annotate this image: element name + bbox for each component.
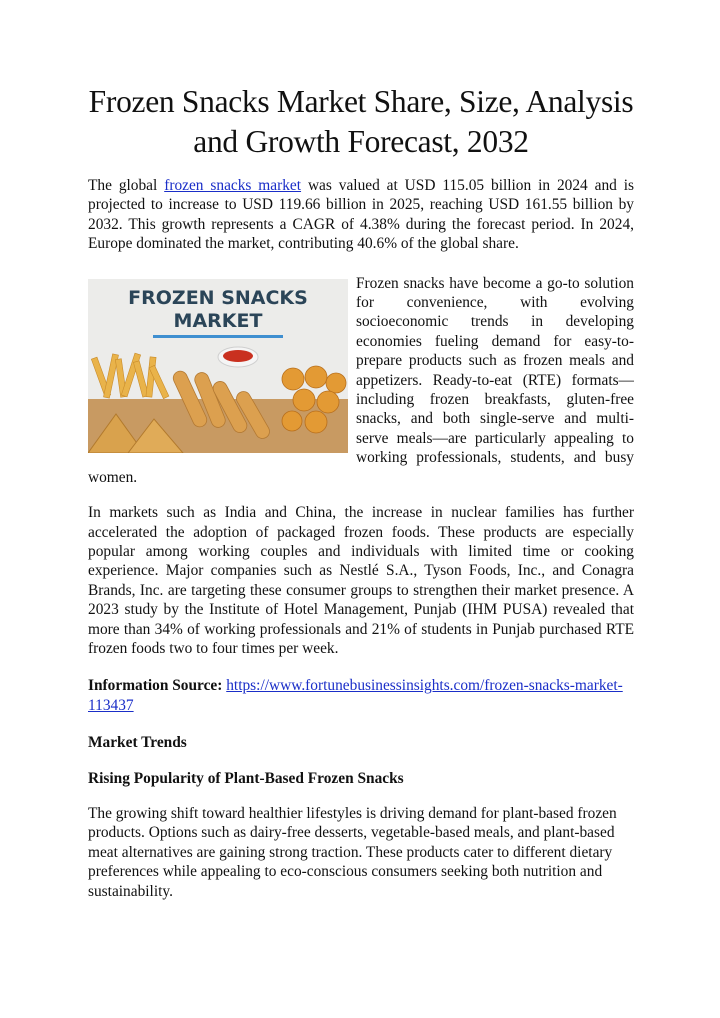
image-title-underline — [153, 335, 283, 338]
plant-based-paragraph: The growing shift toward healthier lifestyles is driving demand for plant-based frozen products. Options such as dairy-free desserts, vegetable-based meals, and plant-based meat alternatives are gaining strong traction. These products cater to different dietary preferences while appealing to eco-conscious consumers seeking both nutrition and sustainability. — [88, 804, 617, 900]
image-title-line1: FROZEN SNACKS — [128, 286, 308, 309]
convenience-paragraph: Frozen snacks have become a go-to solution for convenience, with evolving socioeconomic trends in developing economies fueling demand for easy-to-prepare products such as frozen meals and appetizers. Ready-to-eat (RTE) formats—including frozen breakfasts, gluten-free snacks, and both single-serve and multi-serve meals—are particularly appealing to working professionals, students, and busy women. — [88, 274, 634, 486]
plant-based-heading: Rising Popularity of Plant-Based Frozen Snacks — [88, 769, 404, 787]
frozen-snacks-market-link[interactable]: frozen snacks market — [164, 177, 302, 194]
market-trends-heading: Market Trends — [88, 734, 187, 752]
markets-paragraph: In markets such as India and China, the increase in nuclear families has further accelerated the adoption of packaged frozen foods. These products are especially popular among working couples and individuals with limited time or cooking experience. Major companies such as Nestlé S.A., Tyson Foods, Inc., and Conagra Brands, Inc. are targeting these consumer groups to strengthen their market presence. A 2023 study by the Institute of Hotel Management, Punjab (IHM PUSA) revealed that more than 34% of working professionals and 21% of students in Punjab purchased RTE frozen foods two to four times per week. — [88, 504, 634, 657]
information-source — [88, 676, 634, 715]
image-text-block — [88, 274, 634, 487]
image-title-line2: MARKET — [173, 309, 263, 332]
intro-text-before: The global — [88, 177, 165, 194]
information-source-link[interactable]: https://www.fortunebusinessinsights.com/frozen-snacks-market-113437 — [88, 677, 623, 714]
page-title: Frozen Snacks Market Share, Size, Analysis and Growth Forecast, 2032 — [88, 84, 634, 159]
document-page — [88, 82, 634, 901]
frozen-snacks-market-image — [88, 279, 348, 453]
intro-text-after: was valued at USD 115.05 billion in 2024 and is projected to increase to USD 119.66 billion in 2025, reaching USD 161.55 billion by 2032. This growth represents a CAGR of 4.38% during the forecast period. In 2024, Europe dominated the market, contributing 40.6% of the global share. — [88, 177, 635, 253]
intro-paragraph — [88, 176, 634, 254]
information-source-label: Information Source: — [88, 677, 223, 695]
